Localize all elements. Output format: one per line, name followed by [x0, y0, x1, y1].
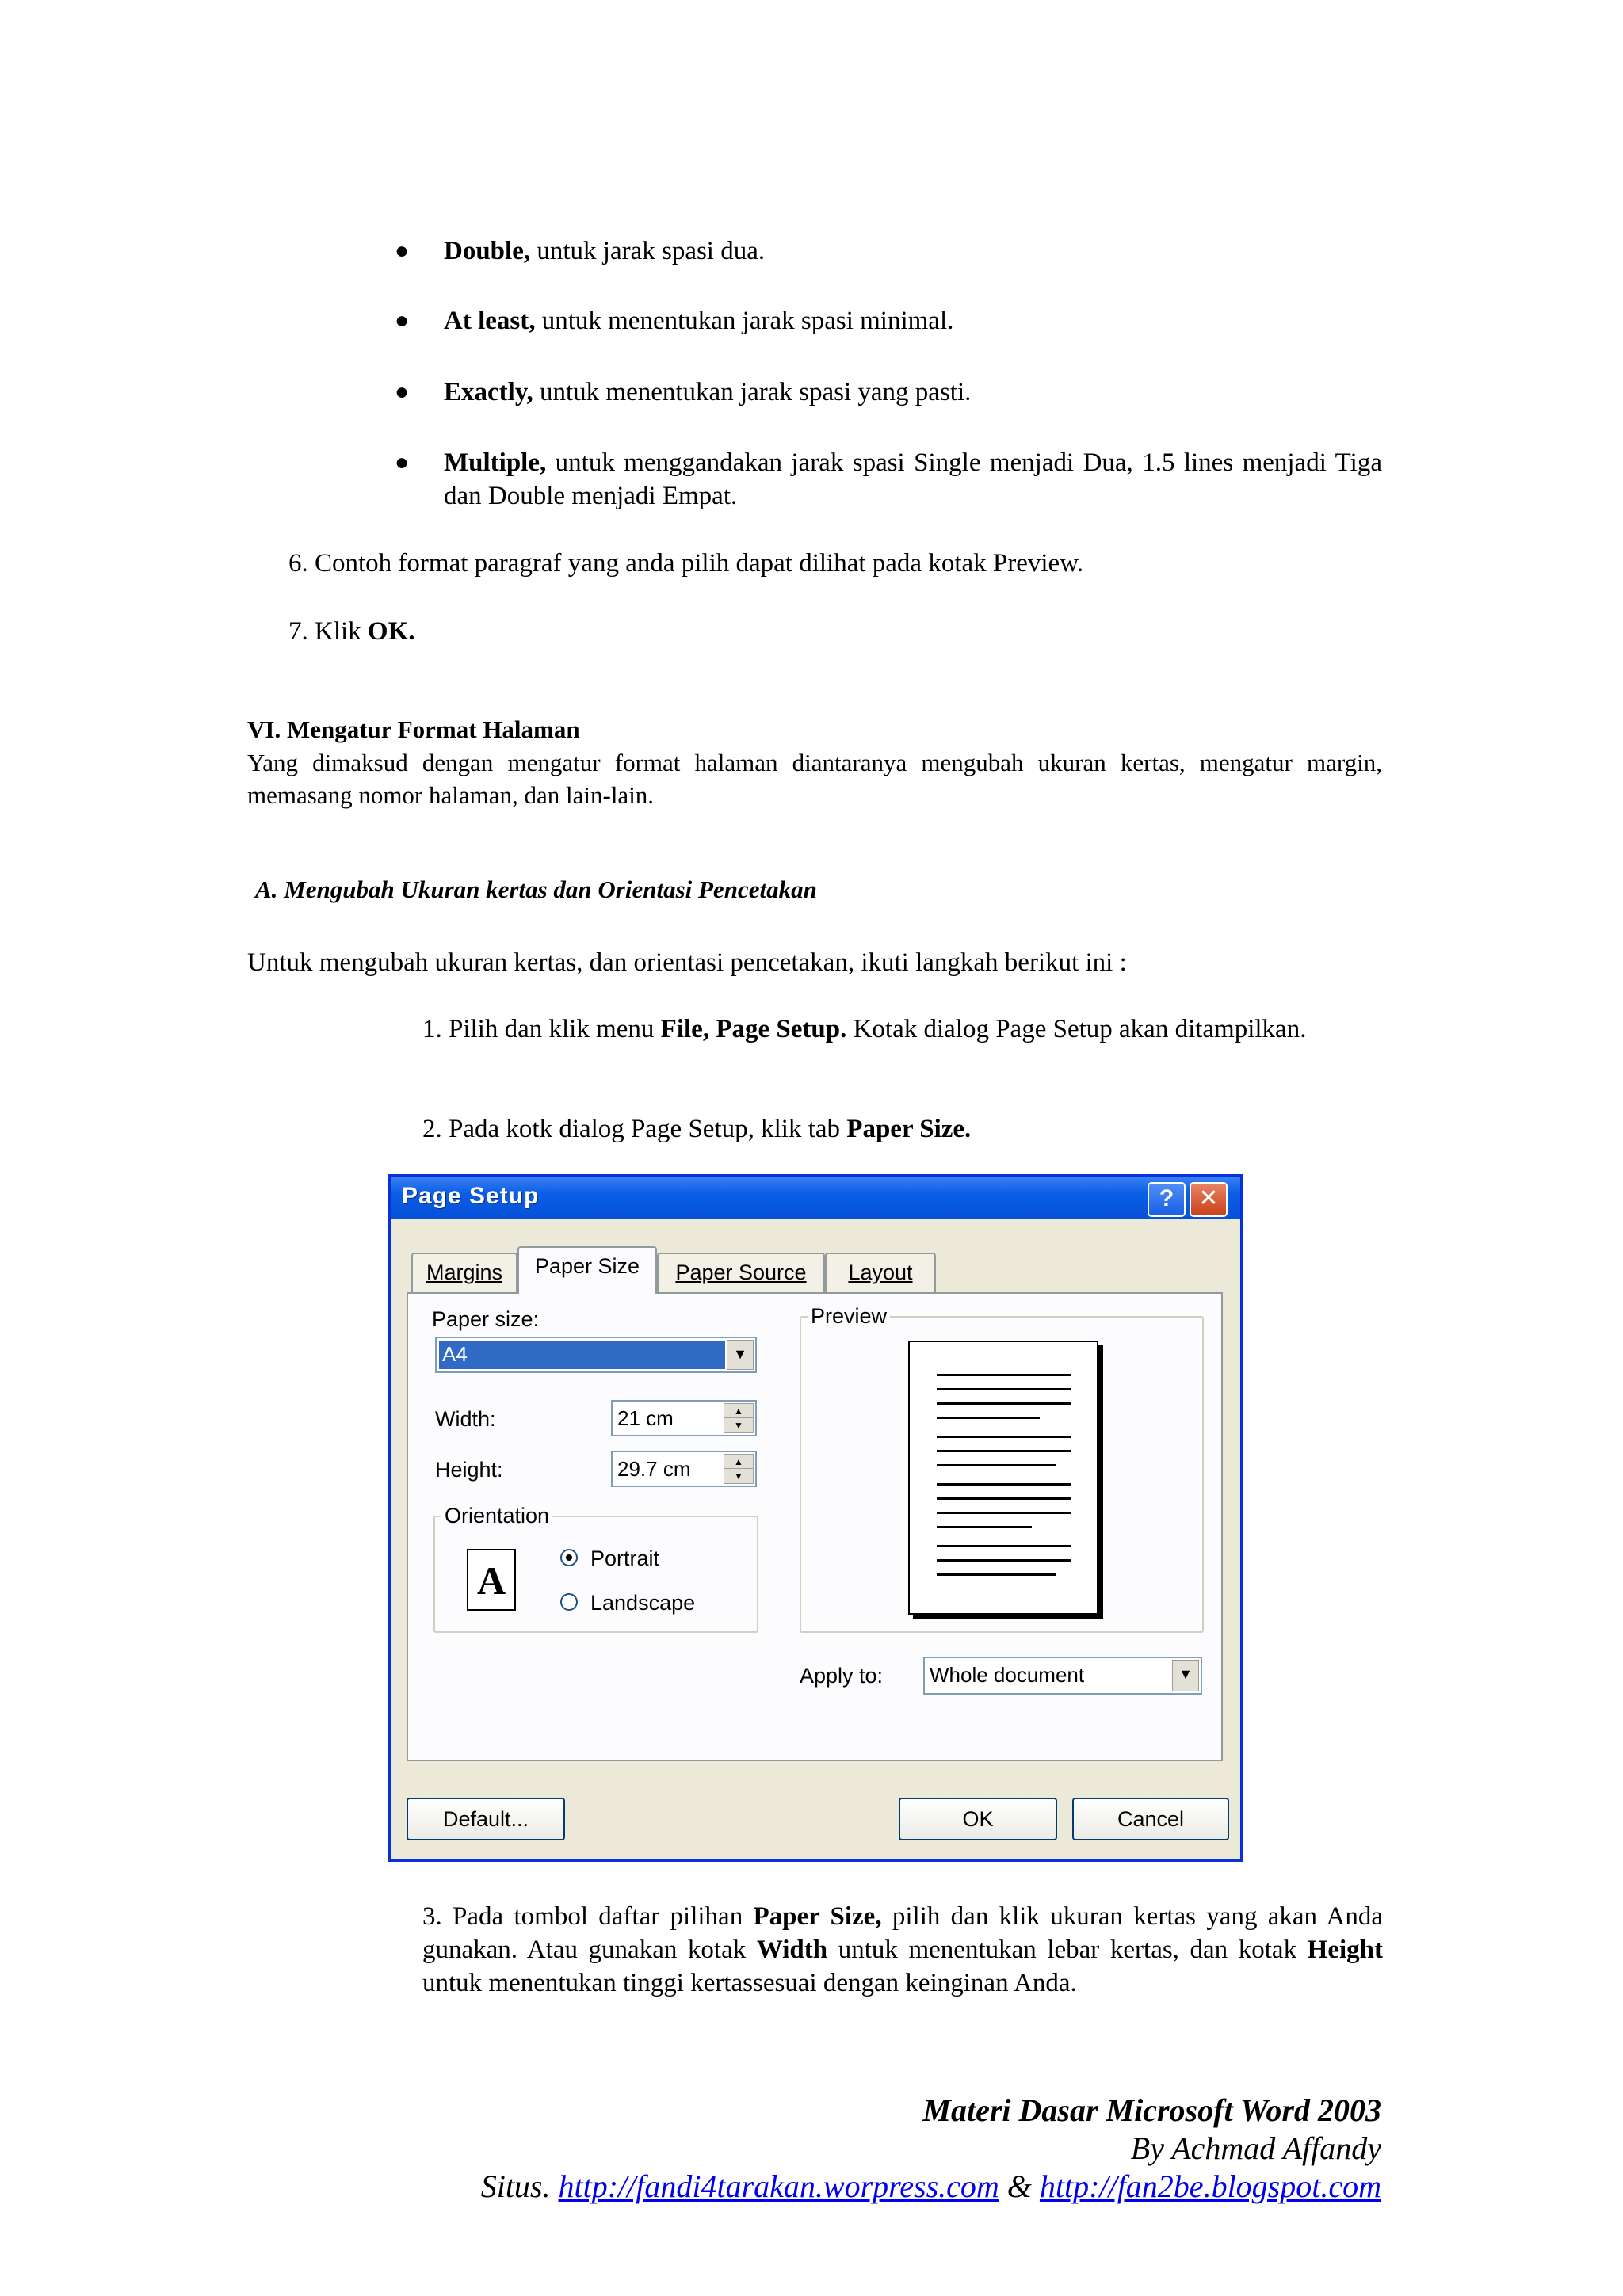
preview-label: Preview	[808, 1303, 890, 1329]
width-value: 21 cm	[617, 1406, 674, 1430]
dialog-titlebar	[391, 1177, 1240, 1219]
paper-size-value: A4	[439, 1341, 725, 1369]
footer-links: Situs. http://fandi4tarakan.worpress.com & http://fan2be.blogspot.com	[480, 2168, 1381, 2204]
apply-to-value: Whole document	[930, 1663, 1085, 1687]
spin-up-icon[interactable]: ▲	[724, 1454, 754, 1470]
height-value: 29.7 cm	[617, 1457, 691, 1481]
tab-margins[interactable]: Margins	[411, 1253, 517, 1292]
help-icon[interactable]: ?	[1148, 1182, 1186, 1217]
link-fandi4tarakan[interactable]: http://fandi4tarakan.worpress.com	[558, 2168, 999, 2204]
orientation-group	[433, 1504, 758, 1633]
portrait-label[interactable]: Portrait	[590, 1547, 660, 1570]
step-6: 6. Contoh format paragraf yang anda pilih dapat dilihat pada kotak Preview.	[288, 549, 1084, 578]
bullet-dot: ●	[395, 238, 410, 264]
step-2: 2. Pada kotk dialog Page Setup, klik tab Paper Size.	[422, 1115, 972, 1143]
ok-button[interactable]: OK	[899, 1798, 1057, 1840]
dialog-title: Page Setup	[402, 1183, 540, 1209]
step-3: 3. Pada tombol daftar pilihan Paper Size, pilih dan klik ukuran kertas yang akan Anda gunakan. Atau gunakan kotak Width untuk menentukan lebar kertas, dan kotak Height untuk menentukan tinggi kertassesuai dengan keinginan Anda.	[422, 1902, 1383, 1997]
page-setup-dialog	[388, 1174, 1243, 1862]
bullet-multiple: Multiple, untuk menggandakan jarak spasi Single menjadi Dua, 1.5 lines menjadi Tiga dan Double menjadi Empat.	[444, 448, 1382, 510]
intro-paragraph: Untuk mengubah ukuran kertas, dan orientasi pencetakan, ikuti langkah berikut ini :	[247, 948, 1127, 977]
close-icon[interactable]: ✕	[1190, 1182, 1228, 1217]
height-input[interactable]	[611, 1451, 757, 1487]
step-1: 1. Pilih dan klik menu File, Page Setup. Kotak dialog Page Setup akan ditampilkan.	[422, 1015, 1307, 1043]
height-label: Height:	[435, 1458, 503, 1482]
section-body: Yang dimaksud dengan mengatur format halaman diantaranya mengubah ukuran kertas, mengatur margin, memasang nomor halaman, dan lain-lain.	[247, 749, 1382, 809]
subsection-heading: A. Mengubah Ukuran kertas dan Orientasi Pencetakan	[255, 875, 817, 903]
spin-up-icon[interactable]: ▲	[724, 1403, 754, 1419]
tab-paper-source[interactable]: Paper Source	[657, 1253, 825, 1292]
chevron-down-icon[interactable]: ▼	[727, 1340, 754, 1370]
tab-layout[interactable]: Layout	[825, 1253, 936, 1292]
apply-to-select[interactable]	[923, 1657, 1202, 1695]
preview-group	[800, 1304, 1204, 1633]
orientation-label: Orientation	[441, 1503, 552, 1528]
step-7: 7. Klik OK.	[288, 617, 415, 646]
spin-down-icon[interactable]: ▼	[724, 1468, 754, 1484]
landscape-radio[interactable]	[560, 1593, 578, 1611]
portrait-page-icon: A	[467, 1549, 516, 1611]
paper-size-label: Paper size:	[432, 1307, 540, 1331]
bullet-dot: ●	[395, 379, 410, 405]
default-button[interactable]: Default...	[407, 1798, 565, 1840]
paper-size-select[interactable]	[435, 1337, 757, 1373]
bullet-exactly: Exactly, untuk menentukan jarak spasi yang pasti.	[444, 378, 972, 406]
cancel-button[interactable]: Cancel	[1072, 1798, 1229, 1840]
tab-paper-size[interactable]: Paper Size	[517, 1246, 657, 1294]
landscape-label[interactable]: Landscape	[590, 1591, 696, 1615]
bullet-dot: ●	[395, 307, 410, 334]
width-label: Width:	[435, 1407, 496, 1431]
portrait-radio[interactable]	[560, 1549, 578, 1566]
chevron-down-icon[interactable]: ▼	[1172, 1660, 1199, 1691]
footer-author: By Achmad Affandy	[1130, 2130, 1381, 2166]
bullet-double: Double, untuk jarak spasi dua.	[444, 237, 766, 265]
apply-to-label: Apply to:	[800, 1664, 884, 1688]
section-heading: VI. Mengatur Format Halaman	[247, 715, 580, 743]
spin-down-icon[interactable]: ▼	[724, 1417, 754, 1433]
bullet-at-least: At least, untuk menentukan jarak spasi minimal.	[444, 307, 954, 335]
link-fan2be[interactable]: http://fan2be.blogspot.com	[1039, 2168, 1381, 2204]
footer-title: Materi Dasar Microsoft Word 2003	[922, 2092, 1381, 2128]
bullet-dot: ●	[395, 449, 410, 475]
width-input[interactable]	[611, 1400, 757, 1436]
